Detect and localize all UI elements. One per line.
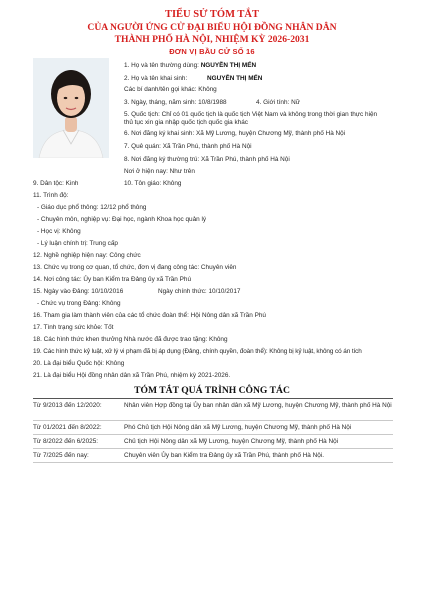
field-awards: 18. Các hình thức khen thưởng Nhà nước đã được trao tặng: Không [33,336,228,343]
work-row-2-period: Từ 01/2021 đến 8/2022: [33,424,102,431]
field-nationality: 5. Quốc tịch: Chỉ có 01 quốc tịch là quốc tịch Việt Nam và không trong thời gian thực hiện [124,111,378,118]
field-gender: 4. Giới tính: Nữ [256,99,300,106]
document-term: THÀNH PHỐ HÀ NỘI, NHIỆM KỲ 2026-2031 [114,34,310,45]
work-row-3-period: Từ 8/2022 đến 6/2025: [33,438,99,445]
field-ethnicity: 9. Dân tộc: Kinh [33,180,79,187]
field-nationality-cont: thủ tục xin gia nhập quốc tịch quốc gia khác [124,119,248,126]
portrait-photo [33,58,109,158]
field-common-name: 1. Họ và tên thường dùng: NGUYỄN THỊ MẾN [124,62,257,69]
field-hometown: 7. Quê quán: Xã Trần Phú, thành phố Hà Nội [124,143,252,150]
field-professional-degree: - Chuyên môn, nghiệp vụ: Đại học, ngành Khoa học quản lý [37,216,207,223]
row-divider [33,434,393,435]
field-position: 13. Chức vụ trong cơ quan, tổ chức, đơn vị đang công tác: Chuyên viên [33,264,237,271]
field-birth-date: 3. Ngày, tháng, năm sinh: 10/8/1988 [124,99,227,106]
field-general-education: - Giáo dục phổ thông: 12/12 phổ thông [37,204,147,211]
row-divider [33,420,393,421]
field-birth-registration: 6. Nơi đăng ký khai sinh: Xã Mỹ Lương, huyện Chương Mỹ, thành phố Hà Nội [124,130,346,137]
work-history-title: TÓM TẮT QUÁ TRÌNH CÔNG TÁC [134,385,290,396]
document-subtitle: CỦA NGƯỜI ỨNG CỬ ĐẠI BIỂU HỘI ĐỒNG NHÂN DÂN [87,22,337,33]
section-divider [33,398,393,399]
work-row-3-desc: Chủ tịch Hội Nông dân xã Mỹ Lương, huyện Chương Mỹ, thành phố Hà Nội [124,438,339,445]
field-organizations: 16. Tham gia làm thành viên của các tổ chức đoàn thể: Hội Nông dân xã Trần Phú [33,312,266,319]
field-permanent-residence: 8. Nơi đăng ký thường trú: Xã Trần Phú, thành phố Hà Nội [124,156,290,163]
row-divider [33,462,393,463]
row-divider [33,448,393,449]
field-religion: 10. Tôn giáo: Không [124,180,182,187]
field-party-official-date: Ngày chính thức: 10/10/2017 [158,288,241,295]
work-row-1-period: Từ 9/2013 đến 12/2020: [33,402,102,409]
field-council-member: 21. Là đại biểu Hội đồng nhân dân xã Trần Phú, nhiệm kỳ 2021-2026. [33,372,231,379]
field-occupation: 12. Nghề nghiệp hiện nay: Công chức [33,252,141,259]
work-row-4-desc: Chuyên viên Ủy ban Kiểm tra Đảng ủy xã Trần Phú, thành phố Hà Nội. [124,452,324,459]
field-current-residence: Nơi ở hiện nay: Như trên [124,168,195,175]
field-aliases: Các bí danh/tên gọi khác: Không [124,86,217,93]
document-title: TIỂU SỬ TÓM TẮT [164,9,260,20]
field-education-heading: 11. Trình độ: [33,192,69,199]
work-row-1-desc: Nhân viên Hợp đồng tại Ủy ban nhân dân xã Mỹ Lương, huyện Chương Mỹ, thành phố Hà Nội [124,402,392,409]
field-workplace: 14. Nơi công tác: Ủy ban Kiểm tra Đảng ủy xã Trần Phú [33,276,191,283]
work-row-4-period: Từ 7/2025 đến nay: [33,452,89,459]
field-political-theory: - Lý luận chính trị: Trung cấp [37,240,118,247]
field-health: 17. Tình trạng sức khỏe: Tốt [33,324,114,331]
field-birth-name: 2. Họ và tên khai sinh: NGUYỄN THỊ MẾN [124,75,263,82]
field-national-assembly: 20. Là đại biểu Quốc hội: Không [33,360,125,367]
field-party-role: - Chức vụ trong Đảng: Không [37,300,121,307]
electoral-unit: ĐƠN VỊ BẦU CỬ SỐ 16 [169,47,255,56]
field-academic-degree: - Học vị: Không [37,228,81,235]
field-party-join-date: 15. Ngày vào Đảng: 10/10/2016 [33,288,124,295]
field-discipline: 19. Các hình thức kỷ luật, xử lý vi phạm đã bị áp dụng (Đảng, chính quyền, đoàn thể): Không bị kỷ luật, không có án tích [33,348,362,355]
work-row-2-desc: Phó Chủ tịch Hội Nông dân xã Mỹ Lương, huyện Chương Mỹ, thành phố Hà Nội [124,424,352,431]
